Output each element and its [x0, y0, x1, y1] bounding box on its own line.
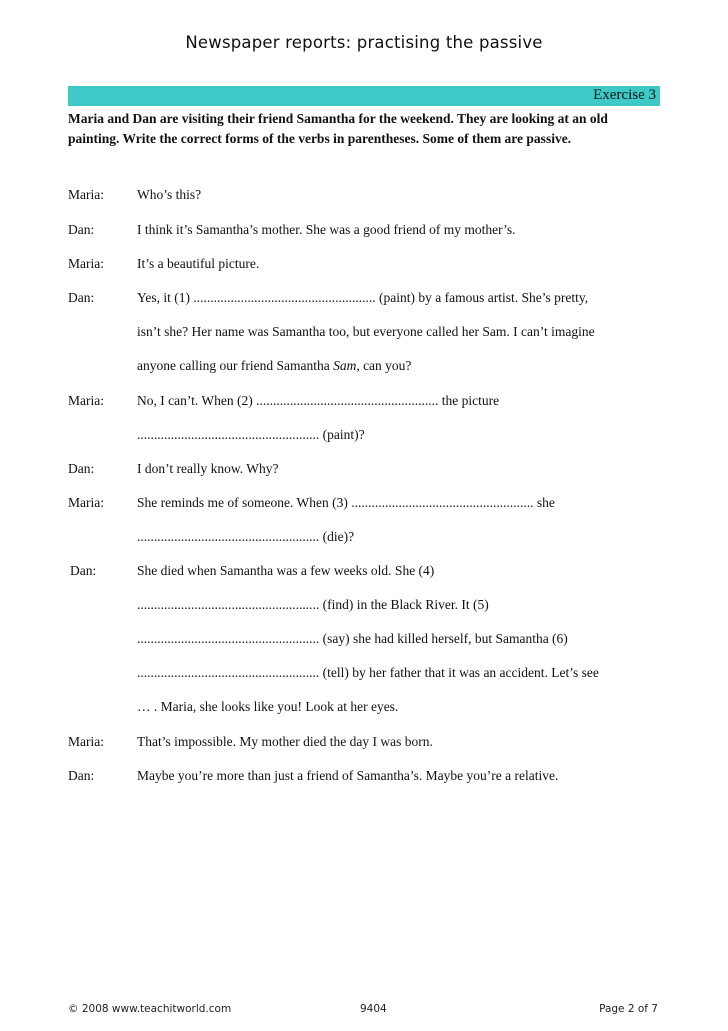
dialogue-text — [137, 393, 499, 409]
dialogue-line — [0, 734, 728, 754]
dialogue-text — [137, 631, 568, 647]
text-segment: (tell) by her father that it was an accident. Let’s see — [319, 665, 599, 680]
answer-blank-5: ...................................................... — [137, 631, 320, 646]
text-segment: (paint)? — [319, 427, 365, 442]
speaker-label: Dan: — [68, 461, 95, 476]
text-segment: She reminds me of someone. When (3) — [137, 495, 352, 510]
dialogue-line — [0, 290, 728, 310]
text-segment: she — [533, 495, 555, 510]
dialogue-line — [0, 187, 728, 207]
speaker-label: Maria: — [68, 393, 104, 408]
page-footer — [0, 1003, 728, 1019]
dialogue-text: She died when Samantha was a few weeks old. She (4) — [137, 563, 435, 578]
text-segment: , can you? — [356, 358, 412, 373]
speaker-label: Dan: — [68, 290, 95, 305]
dialogue-line — [0, 358, 728, 378]
dialogue-line — [0, 699, 728, 719]
text-segment: (die)? — [319, 529, 355, 544]
dialogue-text — [137, 529, 354, 545]
answer-blank-2b: ...................................................... — [137, 427, 320, 442]
answer-blank-4: ...................................................... — [137, 597, 320, 612]
page-number: Page 2 of 7 — [599, 1003, 658, 1015]
answer-blank-1: ...................................................... — [193, 290, 376, 305]
dialogue-text — [137, 358, 411, 374]
speaker-label: Dan: — [68, 768, 95, 783]
speaker-label: Maria: — [68, 495, 104, 510]
dialogue-line — [0, 495, 728, 515]
dialogue-line — [0, 222, 728, 242]
dialogue-text — [137, 665, 599, 681]
dialogue-line — [0, 461, 728, 481]
speaker-label: Dan: — [68, 222, 95, 237]
answer-blank-2a: ...................................................... — [256, 393, 439, 408]
text-segment: anyone calling our friend Samantha — [137, 358, 334, 373]
text-segment: the picture — [438, 393, 500, 408]
text-segment: Yes, it (1) — [137, 290, 194, 305]
dialogue-line — [0, 393, 728, 413]
dialogue-text — [137, 290, 588, 306]
dialogue-line — [0, 563, 728, 583]
dialogue-line — [0, 597, 728, 617]
speaker-label: Maria: — [68, 734, 104, 749]
dialogue-text: isn’t she? Her name was Samantha too, but everyone called her Sam. I can’t imagine — [137, 324, 595, 339]
dialogue-line — [0, 529, 728, 549]
copyright-text: © 2008 www.teachitworld.com — [68, 1003, 232, 1015]
exercise-header-bar — [68, 86, 660, 106]
speaker-label: Maria: — [68, 256, 104, 271]
text-segment: (find) in the Black River. It (5) — [319, 597, 489, 612]
resource-code: 9404 — [360, 1003, 387, 1015]
dialogue-line — [0, 324, 728, 344]
answer-blank-3b: ...................................................... — [137, 529, 320, 544]
dialogue-text: … . Maria, she looks like you! Look at her eyes. — [137, 699, 399, 714]
page-title: Newspaper reports: practising the passive — [185, 33, 543, 52]
dialogue-text: I think it’s Samantha’s mother. She was a good friend of my mother’s. — [137, 222, 516, 237]
exercise-label: Exercise 3 — [593, 87, 656, 103]
dialogue-text: Maybe you’re more than just a friend of Samantha’s. Maybe you’re a relative. — [137, 768, 559, 783]
dialogue-text — [137, 495, 555, 511]
dialogue-text: Who’s this? — [137, 187, 202, 202]
answer-blank-6: ...................................................... — [137, 665, 320, 680]
text-segment: (paint) by a famous artist. She’s pretty, — [375, 290, 589, 305]
dialogue-text — [137, 427, 365, 443]
dialogue-line — [0, 427, 728, 447]
dialogue-line — [0, 665, 728, 685]
dialogue-text — [137, 597, 489, 613]
dialogue-text: It’s a beautiful picture. — [137, 256, 260, 271]
dialogue-text: I don’t really know. Why? — [137, 461, 279, 476]
dialogue-text: That’s impossible. My mother died the day I was born. — [137, 734, 433, 749]
speaker-label: Maria: — [68, 187, 104, 202]
answer-blank-3a: ...................................................... — [351, 495, 534, 510]
dialogue-line — [0, 631, 728, 651]
speaker-label: Dan: — [70, 563, 97, 578]
dialogue-line — [0, 768, 728, 788]
emphasis-text: Sam — [333, 358, 357, 373]
text-segment: No, I can’t. When (2) — [137, 393, 257, 408]
text-segment: (say) she had killed herself, but Samantha (6) — [319, 631, 568, 646]
instructions: Maria and Dan are visiting their friend Samantha for the weekend. They are looking at an old painting. Write the correct forms of the verbs in parentheses. Some of them are passive. — [68, 111, 608, 146]
dialogue-line — [0, 256, 728, 276]
